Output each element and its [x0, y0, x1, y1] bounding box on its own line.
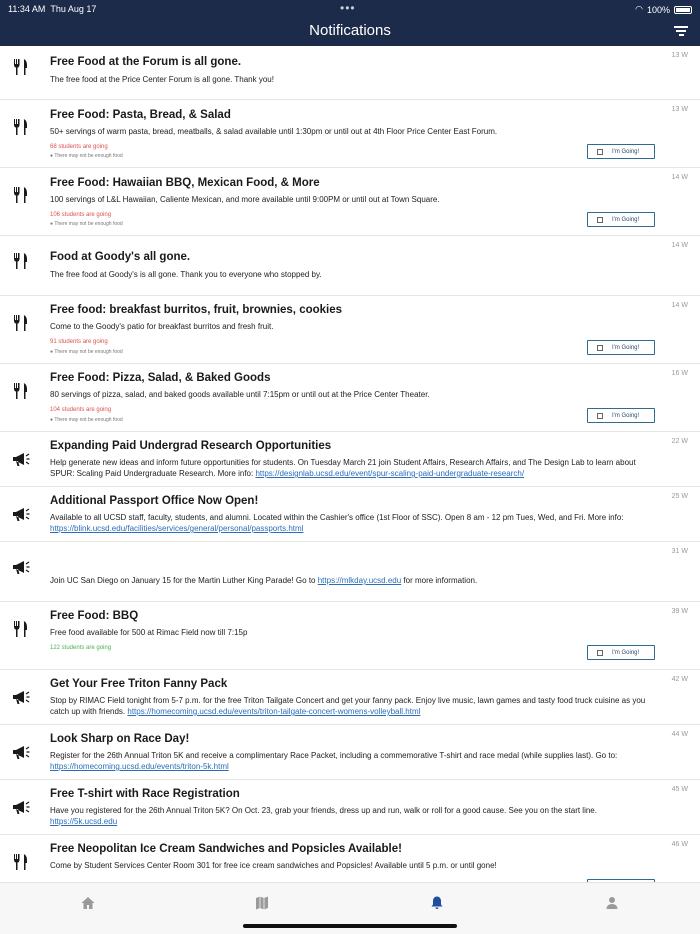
im-going-button[interactable] [587, 408, 655, 423]
going-count: 106 students are going [50, 212, 112, 218]
notification-title: Free Food at the Forum is all gone. [50, 56, 242, 68]
notification-link[interactable]: https://blink.ucsd.edu/facilities/services/general/personal/passports.html [50, 524, 304, 533]
page-title: Notifications [309, 22, 391, 39]
megaphone-icon [12, 688, 30, 706]
bell-icon[interactable] [429, 895, 445, 911]
notification-time: 45 W [671, 786, 688, 793]
notification-item[interactable] [0, 670, 700, 725]
megaphone-icon [12, 743, 30, 761]
notification-title: Free Food: Pizza, Salad, & Baked Goods [50, 372, 271, 384]
notification-body: 100 servings of L&L Hawaiian, Caliente Mexican, and more available until 9:00PM or until out at Town Square. [50, 195, 440, 204]
im-going-label: I'm Going! [612, 148, 640, 155]
notification-item[interactable] [0, 364, 700, 432]
notification-time: 46 W [671, 841, 688, 848]
going-count: 68 students are going [50, 144, 108, 150]
im-going-label: I'm Going! [612, 344, 640, 351]
notification-body: Have you registered for the 26th Annual Triton 5K? On Oct. 23, grab your friends, dress up and run, walk or roll for a good cause. See you on the start line. https://5k.ucsd.edu [50, 806, 597, 826]
notification-time: 14 W [671, 302, 688, 309]
im-going-label: I'm Going! [612, 649, 640, 656]
fork-knife-icon [12, 314, 30, 332]
notification-body: Come to the Goody's patio for breakfast burritos and fresh fruit. [50, 322, 274, 331]
fork-knife-icon [12, 252, 30, 270]
megaphone-icon [12, 505, 30, 523]
fork-knife-icon [12, 58, 30, 76]
not-enough-warning: ● There may not be enough food [50, 153, 123, 159]
notification-body: Free food available for 500 at Rimac Field now till 7:15p [50, 628, 248, 637]
notification-time: 14 W [671, 174, 688, 181]
going-count: 91 students are going [50, 339, 108, 345]
notification-time: 31 W [671, 548, 688, 555]
notification-title: Free T-shirt with Race Registration [50, 788, 240, 800]
notification-title: Free Food: BBQ [50, 610, 139, 622]
fork-knife-icon [12, 620, 30, 638]
im-going-button[interactable] [587, 645, 655, 660]
notification-item[interactable] [0, 602, 700, 670]
notification-time: 13 W [671, 52, 688, 59]
notification-link[interactable]: https://homecoming.ucsd.edu/events/triton-5k.html [50, 762, 229, 771]
multitasking-dots-icon[interactable]: ••• [340, 1, 356, 15]
home-icon[interactable] [80, 895, 96, 911]
notification-item[interactable] [0, 236, 700, 296]
notification-body: Register for the 26th Annual Triton 5K and receive a complimentary Race Packet, including a commemorative T-shirt and race medal (while supplies last). Go to: https://homecoming.ucsd.edu/events/triton-5k.html [50, 751, 618, 771]
notification-body: Come by Student Services Center Room 301 for free ice cream sandwiches and Popsicles! Available until 5 p.m. or until gone! [50, 861, 497, 870]
notification-title: Free Food: Hawaiian BBQ, Mexican Food, & More [50, 177, 320, 189]
notification-link[interactable]: https://mlkday.ucsd.edu [317, 576, 402, 585]
im-going-label: I'm Going! [612, 412, 640, 419]
notification-link[interactable]: https://designlab.ucsd.edu/event/spur-scaling-paid-undergraduate-research/ [255, 469, 525, 478]
map-icon[interactable] [254, 895, 270, 911]
notification-title: Food at Goody's all gone. [50, 251, 191, 263]
notification-list[interactable] [0, 46, 700, 882]
notification-body: 50+ servings of warm pasta, bread, meatballs, & salad available until 1:30pm or until out at 4th Floor Price Center East Forum. [50, 127, 498, 136]
im-going-button[interactable] [587, 212, 655, 227]
notification-time: 25 W [671, 493, 688, 500]
notification-body: 80 servings of pizza, salad, and baked goods available until 7:15pm or until out at the Price Center Theater. [50, 390, 430, 399]
notification-item[interactable] [0, 725, 700, 780]
notification-body: Available to all UCSD staff, faculty, students, and alumni. Located within the Cashier's office (1st Floor of SSC). Open 8 am - 12 pm Tues, Wed, and Fri. More info: https://blink.ucsd.edu/facilities/services/general/personal/passports.html [50, 513, 624, 533]
filter-icon[interactable] [674, 26, 688, 38]
notification-body: The free food at the Price Center Forum is all gone. Thank you! [50, 75, 274, 84]
fork-knife-icon [12, 382, 30, 400]
notification-time: 16 W [671, 370, 688, 377]
notification-time: 42 W [671, 676, 688, 683]
notification-body: Help generate new ideas and inform future opportunities for students. On Tuesday March 21 join Student Affairs, Research Affairs, and The Design Lab to learn about SPUR: Scaling Paid Undergraduate Research. More info: https://designlab.ucsd.edu/event/spur-scaling-paid-undergraduate-research/ [50, 458, 636, 478]
notification-title: Free Food: Pasta, Bread, & Salad [50, 109, 231, 121]
notification-item[interactable] [0, 432, 700, 487]
notification-body: The free food at Goody's is all gone. Thank you to everyone who stopped by. [50, 270, 322, 279]
status-right [635, 4, 692, 15]
megaphone-icon [12, 450, 30, 468]
notification-title: Free Neopolitan Ice Cream Sandwiches and Popsicles Available! [50, 843, 402, 855]
notification-link[interactable]: https://homecoming.ucsd.edu/events/triton-tailgate-concert-womens-volleyball.html [127, 707, 421, 716]
megaphone-icon [12, 798, 30, 816]
home-indicator[interactable] [243, 924, 457, 928]
notification-item[interactable] [0, 296, 700, 364]
battery-label: 100% [646, 4, 670, 15]
notification-item[interactable] [0, 168, 700, 236]
wifi-icon: ◠ [635, 4, 643, 14]
not-enough-warning: ● There may not be enough food [50, 349, 123, 355]
checkbox-icon [597, 650, 603, 656]
fork-knife-icon [12, 186, 30, 204]
notification-time: 44 W [671, 731, 688, 738]
notification-title: Get Your Free Triton Fanny Pack [50, 678, 228, 690]
checkbox-icon [597, 413, 603, 419]
not-enough-warning: ● There may not be enough food [50, 417, 123, 423]
notification-time: 22 W [671, 438, 688, 445]
profile-icon[interactable] [604, 895, 620, 911]
im-going-label: I'm Going! [612, 216, 640, 223]
checkbox-icon [597, 345, 603, 351]
notification-item[interactable] [0, 542, 700, 602]
fork-knife-icon [12, 853, 30, 871]
status-time: 11:34 AM Thu Aug 17 [8, 4, 97, 14]
notification-item[interactable] [0, 100, 700, 168]
notification-body: Stop by RIMAC Field tonight from 5-7 p.m. for the free Triton Tailgate Concert and get your fanny pack. Enjoy live music, lawn games and tasty food truck cuisine as you catch up with friends. https://homecoming.ucsd.edu/events/triton-tailgate-concert-womens-volleyball.html [50, 696, 646, 716]
notification-item[interactable] [0, 780, 700, 835]
notification-title: Free food: breakfast burritos, fruit, brownies, cookies [50, 304, 343, 316]
going-count: 122 students are going [50, 645, 112, 651]
notification-time: 13 W [671, 106, 688, 113]
notification-time: 39 W [671, 608, 688, 615]
notification-time: 14 W [671, 242, 688, 249]
going-count: 104 students are going [50, 407, 112, 413]
notification-body: Join UC San Diego on January 15 for the Martin Luther King Parade! Go to https://mlkday.ucsd.edu for more information. [50, 576, 478, 585]
top-bar [0, 0, 700, 46]
checkbox-icon [597, 149, 603, 155]
status-bar [0, 0, 700, 18]
notification-item[interactable] [0, 487, 700, 542]
not-enough-warning: ● There may not be enough food [50, 221, 123, 227]
notification-title: Expanding Paid Undergrad Research Opportunities [50, 440, 332, 452]
im-going-button[interactable] [587, 144, 655, 159]
fork-knife-icon [12, 118, 30, 136]
notification-item[interactable] [0, 46, 700, 100]
checkbox-icon [597, 217, 603, 223]
notification-title: Additional Passport Office Now Open! [50, 495, 259, 507]
battery-icon [674, 6, 692, 14]
notification-title: Look Sharp on Race Day! [50, 733, 190, 745]
im-going-button[interactable] [587, 340, 655, 355]
notification-link[interactable]: https://5k.ucsd.edu [50, 817, 118, 826]
megaphone-icon [12, 558, 30, 576]
